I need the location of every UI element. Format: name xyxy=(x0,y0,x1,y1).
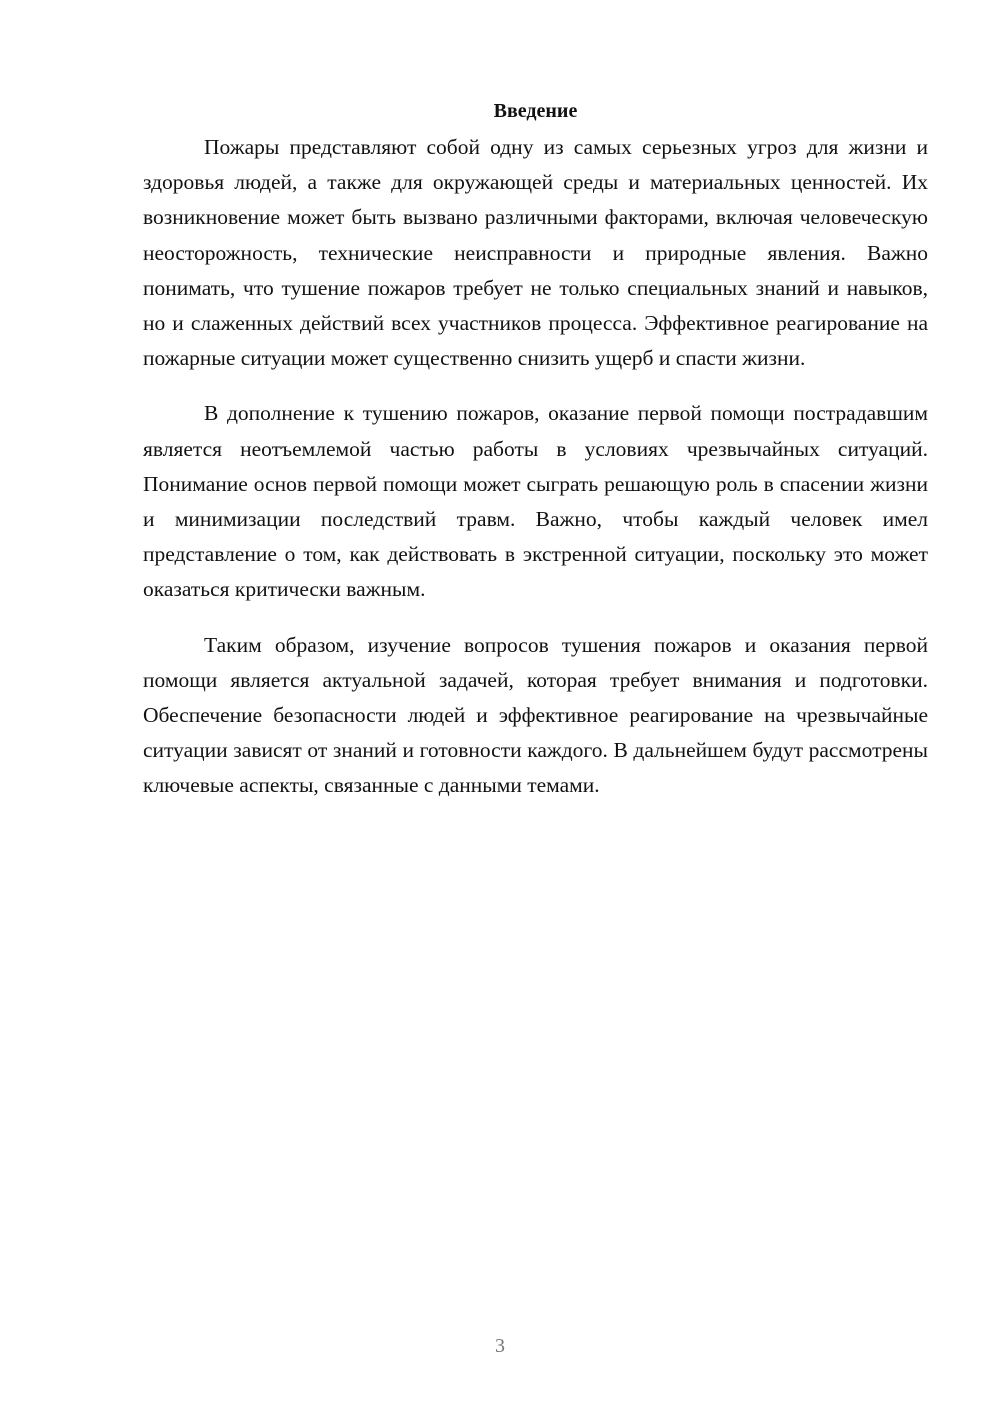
paragraph-first-aid: В дополнение к тушению пожаров, оказание первой помощи пострадавшим является неотъемлемой частью работы в условиях чрезвычайных ситуаций. Понимание основ первой помощи может сыграть решающую роль в спасении жизни и минимизации последствий травм. Важно, чтобы каждый человек имел представление о том, как действовать в экстренной ситуации, поскольку это может оказаться критически важным. xyxy=(143,401,928,602)
paragraph-intro: Пожары представляют собой одну из самых серьезных угроз для жизни и здоровья людей, а также для окружающей среды и материальных ценностей. Их возникновение может быть вызвано различными факторами, включая человеческую неосторожность, технические неисправности и природные явления. Важно понимать, что тушение пожаров требует не только специальных знаний и навыков, но и слаженных действий всех участников процесса. Эффективное реагирование на пожарные ситуации может существенно снизить ущерб и спасти жизни. xyxy=(143,135,928,371)
paragraph-conclusion: Таким образом, изучение вопросов тушения пожаров и оказания первой помощи является актуальной задачей, которая требует внимания и подготовки. Обеспечение безопасности людей и эффективное реагирование на чрезвычайные ситуации зависят от знаний и готовности каждого. В дальнейшем будут рассмотрены ключевые аспекты, связанные с данными темами. xyxy=(143,632,928,798)
section-title: Введение xyxy=(493,100,578,122)
page-number: 3 xyxy=(495,1335,505,1357)
page-content xyxy=(143,96,928,804)
